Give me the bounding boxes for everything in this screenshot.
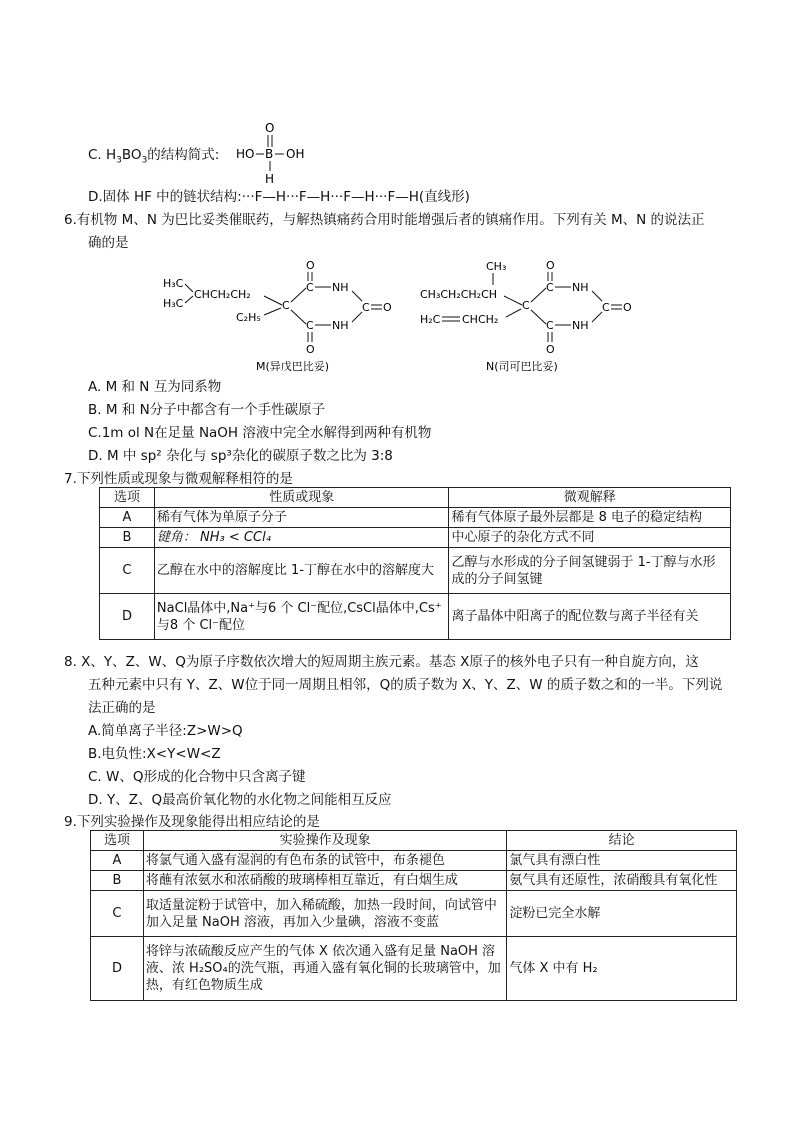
- svg-text:O: O: [383, 301, 392, 314]
- q8-option-c: C. W、Q形成的化合物中只含离子键: [88, 769, 306, 785]
- table-row: B 将蘸有浓氨水和浓硝酸的玻璃棒相互靠近，有白烟生成 氨气具有还原性，浓硝酸具有氧化性: [91, 871, 737, 891]
- svg-text:O: O: [306, 259, 315, 272]
- svg-text:C: C: [306, 319, 314, 332]
- q9-stem: 9.下列实验操作及现象能得出相应结论的是: [64, 814, 320, 830]
- h3bo3-b: B: [265, 147, 274, 161]
- q6-option-d: D. M 中 sp² 杂化与 sp³杂化的碳原子数之比为 3:8: [88, 448, 393, 464]
- svg-text:NH: NH: [332, 319, 349, 332]
- h3bo3-structure: [232, 118, 322, 186]
- svg-text:CHCH₂CH₂: CHCH₂CH₂: [194, 288, 251, 301]
- svg-text:NH: NH: [332, 281, 349, 294]
- q6-option-b: B. M 和 N分子中都含有一个手性碳原子: [88, 402, 326, 418]
- h3bo3-ho: HO: [236, 147, 255, 161]
- svg-text:C: C: [522, 299, 530, 312]
- svg-text:C₂H₅: C₂H₅: [236, 311, 261, 324]
- svg-text:CH₃CH₂CH₂CH: CH₃CH₂CH₂CH: [420, 288, 498, 301]
- table-row: C 取适量淀粉于试管中，加入稀硫酸，加热一段时间，向试管中加入足量 NaOH 溶液，再加入少量碘，溶液不变蓝 淀粉已完全水解: [91, 891, 737, 937]
- q8-option-b: B.电负性:X<Y<W<Z: [88, 746, 221, 762]
- svg-text:CHCH₂: CHCH₂: [462, 313, 499, 326]
- svg-text:C: C: [362, 301, 370, 314]
- table-row: C 乙醇在水中的溶解度比 1-丁醇在水中的溶解度大 乙醇与水形成的分子间氢键弱于 1-丁醇与水形成的分子间氢键: [100, 548, 731, 594]
- svg-text:O: O: [546, 343, 555, 356]
- table-row: A 稀有气体为单原子分子 稀有气体原子最外层都是 8 电子的稳定结构: [100, 508, 731, 528]
- q8-option-d: D. Y、Z、Q最高价氧化物的水化物之间能相互反应: [88, 792, 392, 808]
- molecule-m-caption: M(异戊巴比妥): [256, 360, 330, 373]
- svg-text:NH: NH: [572, 281, 589, 294]
- svg-text:H₃C: H₃C: [163, 297, 184, 310]
- svg-text:C: C: [602, 301, 610, 314]
- svg-text:O: O: [623, 301, 632, 314]
- q8-stem-3: 法正确的是: [88, 700, 156, 716]
- molecule-n: [418, 256, 658, 376]
- q8-stem-1: 8. X、Y、Z、W、Q为原子序数依次增大的短周期主族元素。基态 X原子的核外电子只有一种自旋方向，这: [64, 654, 699, 670]
- q7-stem: 7.下列性质或现象与微观解释相符的是: [64, 471, 293, 487]
- molecule-n-caption: N(司可巴比妥): [486, 360, 558, 373]
- table-header-row: 选项 性质或现象 微观解释: [100, 488, 731, 508]
- table-row: D 将锌与浓硫酸反应产生的气体 X 依次通入盛有足量 NaOH 溶液、浓 H₂SO₄的洗气瓶，再通入盛有氧化铜的长玻璃管中，加热，有红色物质生成 气体 X 中有 H₂: [91, 937, 737, 1001]
- q6-option-a: A. M 和 N 互为同系物: [88, 379, 222, 395]
- q8-option-a: A.简单离子半径:Z>W>Q: [88, 723, 243, 739]
- svg-text:H₃C: H₃C: [163, 277, 184, 290]
- svg-text:C: C: [546, 319, 554, 332]
- svg-text:O: O: [546, 259, 555, 272]
- svg-text:H₂C: H₂C: [420, 313, 441, 326]
- q7-table: [99, 487, 731, 640]
- svg-text:C: C: [546, 281, 554, 294]
- h3bo3-oh: OH: [286, 147, 305, 161]
- h3bo3-h: H: [265, 172, 275, 186]
- table-row: D NaCl晶体中,Na⁺与6 个 Cl⁻配位,CsCl晶体中,Cs⁺与8 个 Cl⁻配位 离子晶体中阳离子的配位数与离子半径有关: [100, 594, 731, 640]
- q5-option-c: C. $H_3BO_3$的结构简式:: [88, 147, 220, 166]
- table-header-row: 选项 实验操作及现象 结论: [91, 831, 737, 851]
- q6-stem-2: 确的是: [88, 235, 129, 251]
- svg-text:CH₃: CH₃: [486, 260, 507, 273]
- q6-stem-1: 6.有机物 M、N 为巴比妥类催眠药，与解热镇痛药合用时能增强后者的镇痛作用。下列有关 M、N 的说法正: [64, 212, 705, 228]
- svg-text:NH: NH: [572, 319, 589, 332]
- h3bo3-o-top: O: [265, 121, 275, 135]
- q8-stem-2: 五种元素中只有 Y、Z、W位于同一周期且相邻，Q的质子数为 X、Y、Z、W 的质子数之和的一半。下列说: [88, 677, 723, 693]
- molecule-m: [160, 256, 400, 376]
- table-row: B 键角： NH₃ < CCl₄ 中心原子的杂化方式不同: [100, 528, 731, 548]
- q5-option-d: D.固体 HF 中的链状结构:···F—H···F—H···F—H···F—H(直线形): [88, 189, 470, 205]
- svg-text:O: O: [306, 343, 315, 356]
- svg-text:C: C: [282, 299, 290, 312]
- q9-table: [90, 830, 737, 1001]
- table-row: A 将氯气通入盛有湿润的有色布条的试管中，布条褪色 氯气具有漂白性: [91, 851, 737, 871]
- svg-text:C: C: [306, 281, 314, 294]
- q6-option-c: C.1m ol N在足量 NaOH 溶液中完全水解得到两种有机物: [88, 425, 432, 441]
